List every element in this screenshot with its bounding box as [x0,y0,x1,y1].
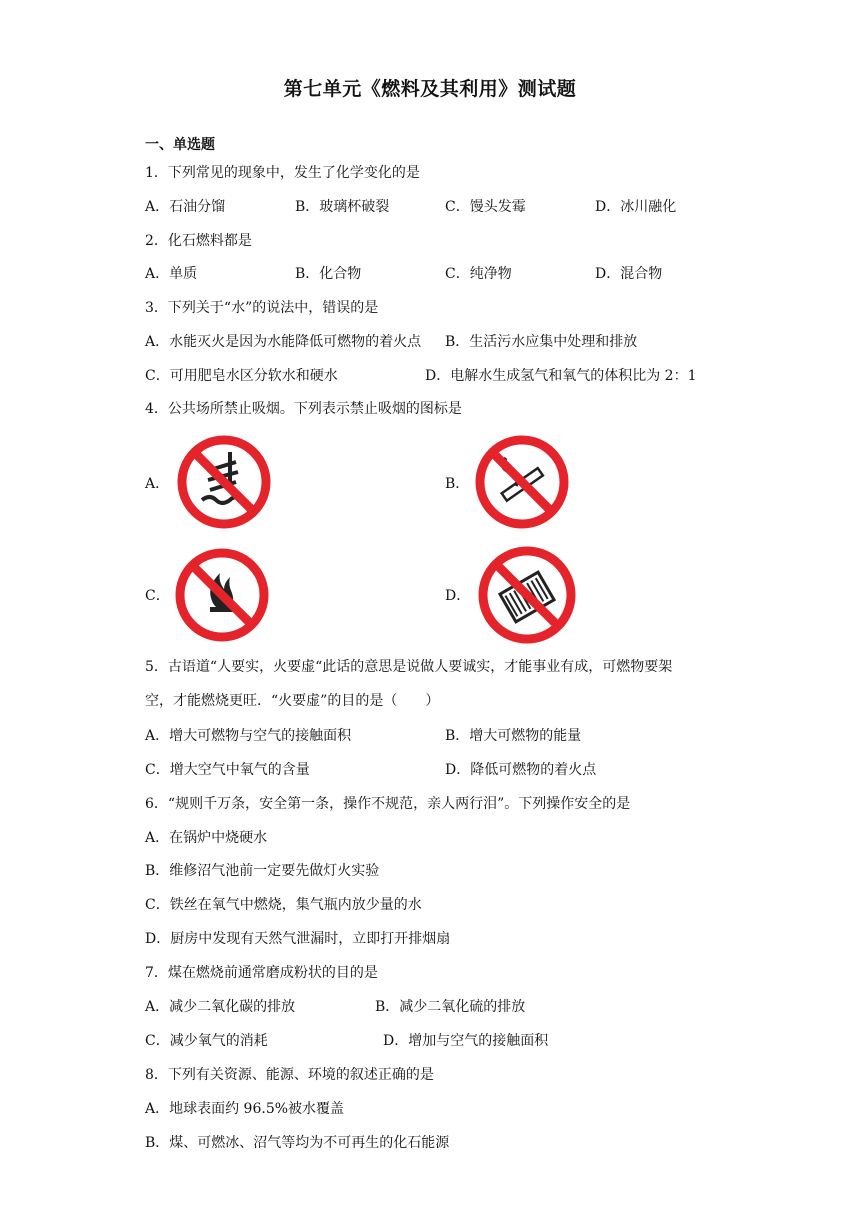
q8-option-b: B．煤、可燃冰、沼气等均为不可再生的化石能源 [145,1135,450,1151]
no-fireworks-icon [172,432,276,532]
no-matches-icon [475,543,579,647]
question-7-stem: 7．煤在燃烧前通常磨成粉状的目的是 [145,965,378,981]
q6-option-a: A．在锅炉中烧硬水 [145,830,268,846]
q1-option-b: B．玻璃杯破裂 [295,199,390,215]
q5-option-b: B．增大可燃物的能量 [445,728,582,744]
q2-option-a: A．单质 [145,266,198,282]
q4-option-b: B． [445,476,470,492]
question-6-stem: 6．“规则千万条，安全第一条，操作不规范，亲人两行泪”。下列操作安全的是 [145,796,631,812]
section-heading: 一、单选题 [145,137,215,153]
q7-option-d: D．增加与空气的接触面积 [383,1033,549,1049]
q3-option-d: D．电解水生成氢气和氧气的体积比为 2：1 [425,368,697,384]
q4-option-d: D． [445,588,471,604]
question-8-stem: 8．下列有关资源、能源、环境的叙述正确的是 [145,1067,434,1083]
q6-option-b: B．维修沼气池前一定要先做灯火实验 [145,863,380,879]
question-5-stem-line-1: 5．古语道“人要实，火要虚“此话的意思是说做人要诚实，才能事业有成，可燃物要架 [145,659,673,675]
q8-option-a: A．地球表面约 96.5%被水覆盖 [145,1101,345,1117]
q2-option-d: D．混合物 [595,266,663,282]
q1-option-d: D．冰川融化 [595,199,677,215]
q7-option-b: B．减少二氧化硫的排放 [375,999,526,1015]
q6-option-d: D．厨房中发现有天然气泄漏时，立即打开排烟扇 [145,931,451,947]
q5-option-c: C．增大空气中氧气的含量 [145,762,310,778]
q7-option-c: C．减少氧气的消耗 [145,1033,268,1049]
page-title: 第七单元《燃料及其利用》测试题 [283,78,577,100]
q4-option-a: A． [145,476,170,492]
q3-option-b: B．生活污水应集中处理和排放 [445,334,638,350]
q2-option-b: B．化合物 [295,266,362,282]
no-open-flame-icon [170,545,274,645]
q5-option-d: D．降低可燃物的着火点 [445,762,597,778]
q7-option-a: A．减少二氧化碳的排放 [145,999,296,1015]
question-4-stem: 4．公共场所禁止吸烟。下列表示禁止吸烟的图标是 [145,401,462,417]
q3-option-a: A．水能灭火是因为水能降低可燃物的着火点 [145,334,422,350]
q6-option-c: C．铁丝在氧气中燃烧，集气瓶内放少量的水 [145,897,422,913]
question-3-stem: 3．下列关于“水”的说法中，错误的是 [145,300,379,316]
question-1-stem: 1．下列常见的现象中，发生了化学变化的是 [145,165,420,181]
q2-option-c: C．纯净物 [445,266,512,282]
q3-option-c: C．可用肥皂水区分软水和硬水 [145,368,338,384]
q5-option-a: A．增大可燃物与空气的接触面积 [145,728,352,744]
question-2-stem: 2．化石燃料都是 [145,233,252,249]
q4-option-c: C． [145,588,170,604]
question-5-stem-line-2: 空，才能燃烧更旺．“火要虚”的目的是（ ） [145,693,440,709]
no-smoking-icon [470,432,574,532]
q1-option-a: A．石油分馏 [145,199,226,215]
q1-option-c: C．馒头发霉 [445,199,526,215]
